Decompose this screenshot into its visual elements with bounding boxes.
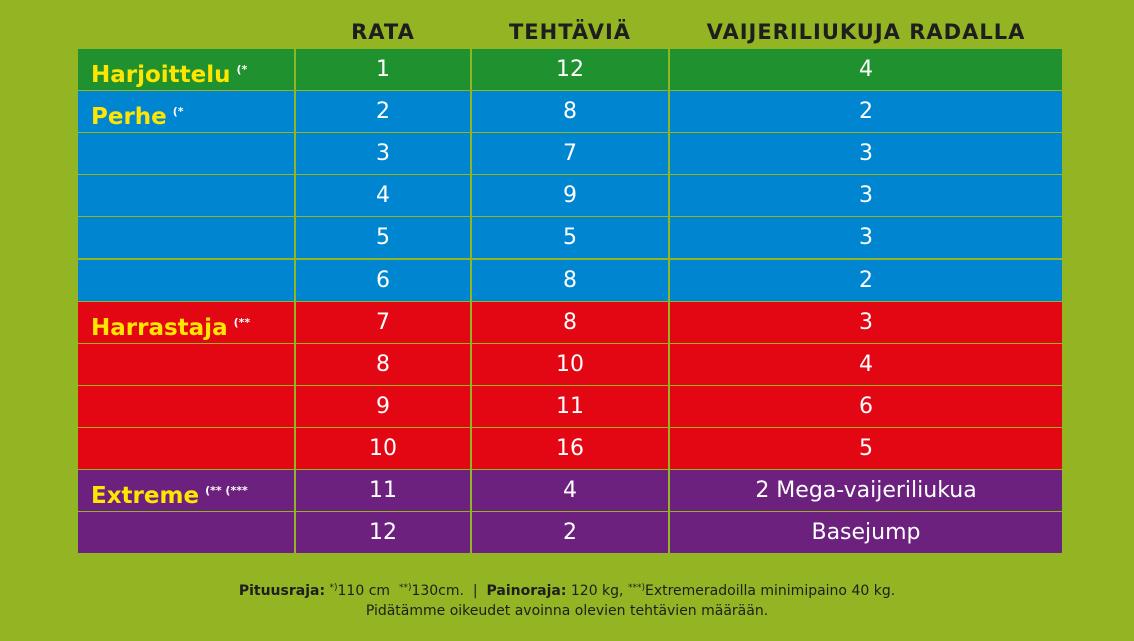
category-cell xyxy=(78,260,294,301)
category-cell xyxy=(78,91,294,132)
footer-line-2: Pidätämme oikeudet avoinna olevien tehtävien määrään. xyxy=(365,603,769,619)
category-cell xyxy=(78,428,294,469)
vaijeri-cell: 3 xyxy=(670,302,1062,343)
table-row xyxy=(78,91,1062,132)
pituusraja-label: Pituusraja: xyxy=(238,583,326,599)
vaijeri-cell: 3 xyxy=(670,175,1062,216)
vaijeri-cell: 2 xyxy=(670,91,1062,132)
footer-notes xyxy=(0,578,1134,621)
category-cell xyxy=(78,49,294,90)
tehtavia-cell: 2 xyxy=(472,512,668,553)
column-headers xyxy=(78,18,1062,46)
header-rata: RATA xyxy=(351,20,415,44)
category-cell xyxy=(78,386,294,427)
rata-cell: 12 xyxy=(296,512,470,553)
category-footnote-mark: (* xyxy=(172,105,184,119)
table-row xyxy=(78,386,1062,427)
vaijeri-cell: 2 Mega-vaijeriliukua xyxy=(670,470,1062,511)
table-row xyxy=(78,217,1062,258)
height-limit-2: 130cm. xyxy=(411,583,464,599)
tehtavia-cell: 8 xyxy=(472,260,668,301)
rata-cell: 5 xyxy=(296,217,470,258)
tehtavia-cell: 7 xyxy=(472,133,668,174)
vaijeri-cell: 5 xyxy=(670,428,1062,469)
category-footnote-mark: (** (*** xyxy=(205,484,248,497)
tehtavia-cell: 8 xyxy=(472,91,668,132)
table-row xyxy=(78,428,1062,469)
category-cell xyxy=(78,217,294,258)
table-row xyxy=(78,512,1062,553)
extreme-weight-note: Extremeradoilla minimipaino 40 kg. xyxy=(644,583,896,599)
category-cell xyxy=(78,133,294,174)
tehtavia-cell: 5 xyxy=(472,217,668,258)
tehtavia-cell: 12 xyxy=(472,49,668,90)
vaijeri-cell: 2 xyxy=(670,260,1062,301)
footnote-mark-1: *) xyxy=(329,583,338,593)
category-label: Harrastaja xyxy=(91,314,228,341)
weight-limit: 120 kg, xyxy=(570,583,624,599)
category-label: Extreme xyxy=(91,483,200,509)
header-vaijeriliukuja: VAIJERILIUKUJA RADALLA xyxy=(706,20,1026,44)
footer-line-1 xyxy=(0,578,1134,601)
category-cell xyxy=(78,302,294,343)
vaijeri-cell: 6 xyxy=(670,386,1062,427)
category-cell xyxy=(78,344,294,385)
category-footnote-mark: (** xyxy=(233,315,251,329)
rata-cell: 8 xyxy=(296,344,470,385)
rata-cell: 6 xyxy=(296,260,470,301)
category-cell xyxy=(78,512,294,553)
table-row xyxy=(78,470,1062,511)
table-row xyxy=(78,260,1062,301)
rata-cell: 10 xyxy=(296,428,470,469)
vaijeri-cell: Basejump xyxy=(670,512,1062,553)
tehtavia-cell: 8 xyxy=(472,302,668,343)
footer-separator: | xyxy=(472,583,478,599)
rata-cell: 1 xyxy=(296,49,470,90)
rata-cell: 9 xyxy=(296,386,470,427)
painoraja-label: Painoraja: xyxy=(486,583,567,599)
footnote-mark-3: ***) xyxy=(627,583,645,593)
vaijeri-cell: 4 xyxy=(670,344,1062,385)
vaijeri-cell: 4 xyxy=(670,49,1062,90)
category-label: Harjoittelu xyxy=(91,62,231,88)
rata-cell: 7 xyxy=(296,302,470,343)
footnote-mark-2: **) xyxy=(398,583,412,593)
tehtavia-cell: 4 xyxy=(472,470,668,511)
category-cell xyxy=(78,470,294,511)
tehtavia-cell: 10 xyxy=(472,344,668,385)
rata-cell: 3 xyxy=(296,133,470,174)
rata-cell: 4 xyxy=(296,175,470,216)
tehtavia-cell: 16 xyxy=(472,428,668,469)
category-cell xyxy=(78,175,294,216)
header-tehtavia: TEHTÄVIÄ xyxy=(508,20,632,44)
table-row xyxy=(78,344,1062,385)
category-footnote-mark: (* xyxy=(236,63,248,76)
rata-cell: 11 xyxy=(296,470,470,511)
table-row xyxy=(78,302,1062,343)
rata-cell: 2 xyxy=(296,91,470,132)
table-row xyxy=(78,175,1062,216)
vaijeri-cell: 3 xyxy=(670,217,1062,258)
category-label: Perhe xyxy=(91,104,167,131)
table-row xyxy=(78,133,1062,174)
table-row xyxy=(78,49,1062,90)
tehtavia-cell: 9 xyxy=(472,175,668,216)
height-limit-1: 110 cm xyxy=(337,583,391,599)
tehtavia-cell: 11 xyxy=(472,386,668,427)
vaijeri-cell: 3 xyxy=(670,133,1062,174)
course-table xyxy=(78,49,1062,548)
